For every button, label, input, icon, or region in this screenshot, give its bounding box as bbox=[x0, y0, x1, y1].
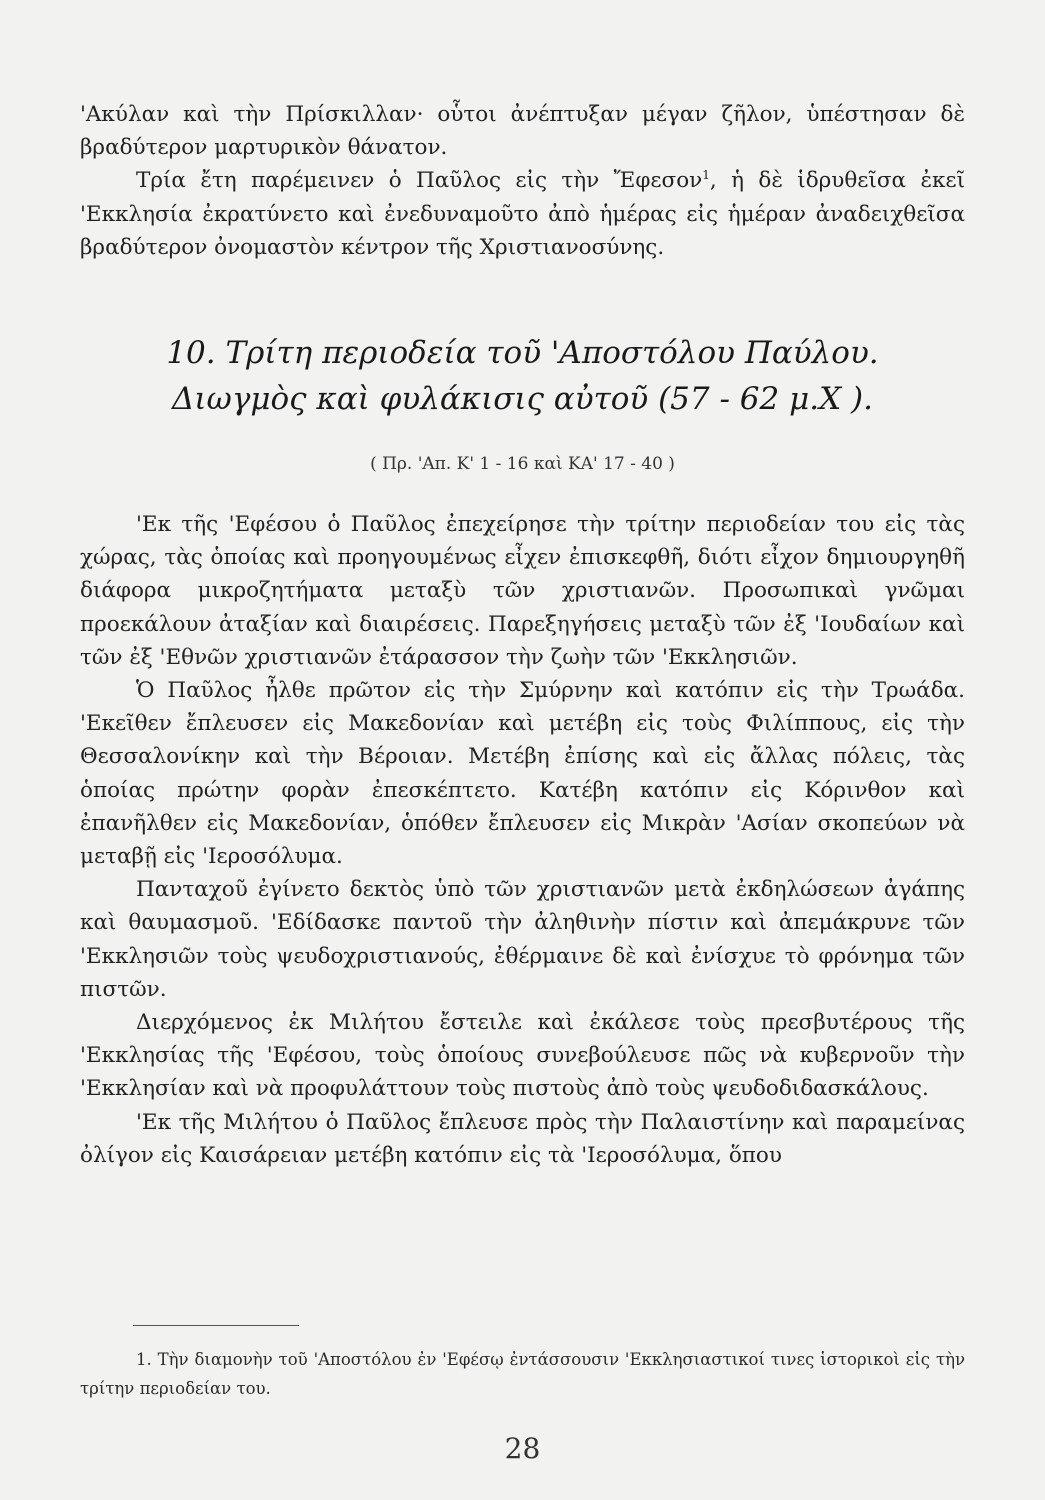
section-title-line-1: 10. Τρίτη περιοδεία τοῦ 'Αποστόλου Παύλου. bbox=[166, 335, 879, 371]
body-paragraph: Πανταχοῦ ἐγίνετο δεκτὸς ὑπὸ τῶν χριστιανῶν μετὰ ἐκδηλώσεων ἀγάπης καὶ θαυμασμοῦ. 'Εδίδασκε παντοῦ τὴν ἀληθινὴν πίστιν καὶ ἀπεμάκρυνε τῶν 'Εκκλησιῶν τοὺς ψευδοχριστιανούς, ἐθέρμαινε δὲ καὶ ἐνίσχυε τὸ φρόνημα τῶν πιστῶν. bbox=[80, 877, 965, 1002]
scripture-reference: ( Πρ. 'Απ. Κ' 1 - 16 καὶ ΚΑ' 17 - 40 ) bbox=[370, 454, 675, 474]
intro-paragraph-2-start: Τρία ἔτη παρέμεινεν ὁ Παῦλος εἰς τὴν Ἔφεσον bbox=[136, 168, 703, 194]
page-number: 28 bbox=[504, 1432, 541, 1465]
body-paragraph: Ὁ Παῦλος ἦλθε πρῶτον εἰς τὴν Σμύρνην καὶ κατόπιν εἰς τὴν Τρωάδα. 'Εκεῖθεν ἔπλευσεν εἰς Μακεδονίαν καὶ μετέβη εἰς τοὺς Φιλίππους, εἰς τὴν Θεσσαλονίκην καὶ τὴν Βέροιαν. Μετέβη ἐπίσης καὶ εἰς ἄλλας πόλεις, τὰς ὁποίας πρώτην φορὰν ἐπεσκέπτετο. Κατέβη κατόπιν εἰς Κόρινθον καὶ ἐπανῆλθεν εἰς Μακεδονίαν, ὁπόθεν ἔπλευσεν εἰς Μικρὰν 'Ασίαν σκοπεύων νὰ μεταβῇ εἰς 'Ιεροσόλυμα. bbox=[80, 678, 965, 870]
section-title-line-2: Διωγμὸς καὶ φυλάκισις αὐτοῦ (57 - 62 μ.Χ ). bbox=[172, 381, 873, 417]
intro-paragraph-2 bbox=[80, 164, 965, 264]
footnote-divider bbox=[133, 1325, 299, 1326]
intro-text bbox=[80, 98, 965, 264]
footnote bbox=[80, 1345, 965, 1403]
body-paragraph: Διερχόμενος ἐκ Μιλήτου ἔστειλε καὶ ἐκάλεσε τοὺς πρεσβυτέρους τῆς 'Εκκλησίας τῆς 'Εφέσου, τοὺς ὁποίους συνεβούλευσε πῶς νὰ κυβερνοῦν τὴν 'Εκκλησίαν καὶ νὰ προφυλάττουν τοὺς πιστοὺς ἀπὸ τοὺς ψευδοδιδασκάλους. bbox=[80, 1010, 965, 1102]
footnote-text: 1. Τὴν διαμονὴν τοῦ 'Αποστόλου ἐν 'Εφέσῳ ἐντάσσουσιν 'Εκκλησιαστικοί τινες ἱστορικοὶ εἰς τὴν τρίτην περιοδείαν του. bbox=[80, 1350, 965, 1398]
intro-paragraph-2-end: , ἡ δὲ ἱδρυθεῖσα ἐκεῖ 'Εκκλησία ἐκρατύνετο καὶ ἐνεδυναμοῦτο ἀπὸ ἡμέρας εἰς ἡμέραν ἀναδειχθεῖσα βραδύτερον ὀνομαστὸν κέντρον τῆς Χριστιανοσύνης. bbox=[80, 168, 965, 260]
footnote-marker: 1 bbox=[702, 168, 710, 183]
section-heading bbox=[80, 330, 965, 422]
body-paragraph: 'Εκ τῆς Μιλήτου ὁ Παῦλος ἔπλευσε πρὸς τὴν Παλαιστίνην καὶ παραμείνας ὀλίγον εἰς Καισάρειαν μετέβη κατόπιν εἰς τὰ 'Ιεροσόλυμα, ὅπου bbox=[80, 1109, 965, 1168]
body-paragraph: 'Εκ τῆς 'Εφέσου ὁ Παῦλος ἐπεχείρησε τὴν τρίτην περιοδείαν του εἰς τὰς χώρας, τὰς ὁποίας καὶ προηγουμένως εἶχεν ἐπισκεφθῆ, διότι εἶχον δημιουργηθῆ διάφορα μικροζητήματα μεταξὺ τῶν χριστιανῶν. Προσωπικαὶ γνῶμαι προεκάλουν ἀταξίαν καὶ διαιρέσεις. Παρεξηγήσεις μεταξὺ τῶν ἐξ 'Ιουδαίων καὶ τῶν ἐξ 'Εθνῶν χριστιανῶν ἐτάρασσον τὴν ζωὴν τῶν 'Εκκλησιῶν. bbox=[80, 512, 965, 670]
body-text bbox=[80, 508, 965, 1172]
intro-paragraph-1: 'Ακύλαν καὶ τὴν Πρίσκιλλαν· οὗτοι ἀνέπτυξαν μέγαν ζῆλον, ὑπέστησαν δὲ βραδύτερον μαρτυρικὸν θάνατον. bbox=[80, 102, 965, 161]
